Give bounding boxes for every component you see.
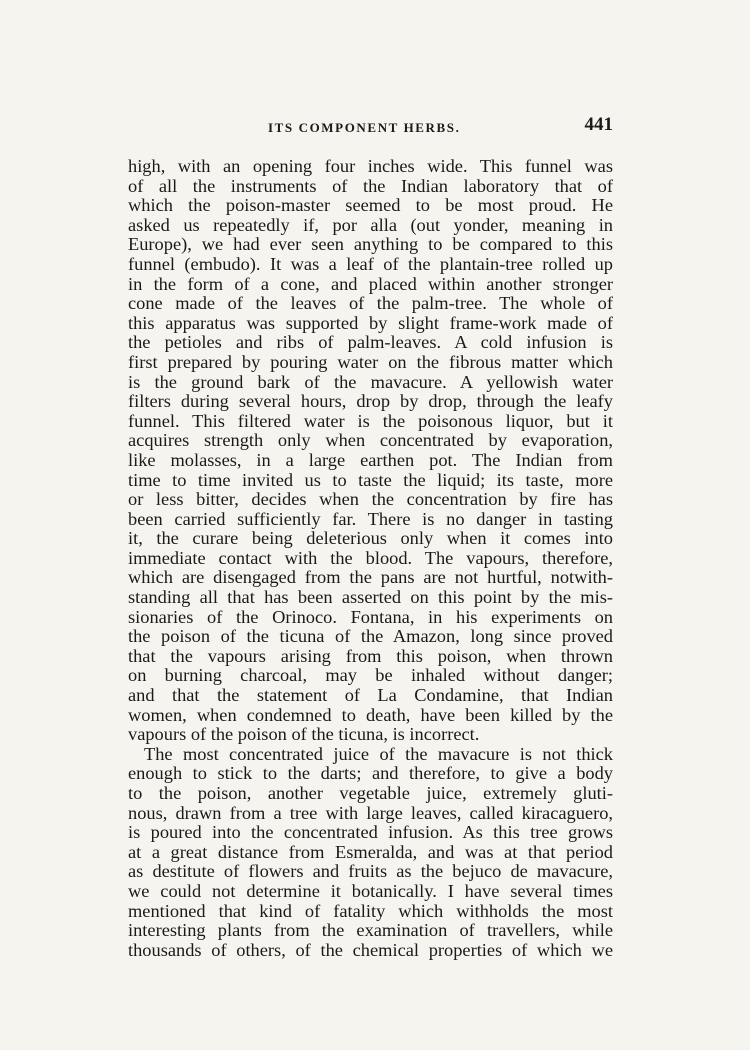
- text-line: thousands of others, of the chemical properties of which we: [128, 939, 613, 960]
- text-line: it, the curare being deleterious only when it comes into: [128, 528, 613, 549]
- text-line: to the poison, another vegetable juice, extremely gluti-: [128, 783, 613, 803]
- text-line: vapours of the poison of the ticuna, is incorrect.: [128, 724, 480, 745]
- text-line: high, with an opening four inches wide. This funnel was: [128, 156, 613, 176]
- text-line: interesting plants from the examination of travellers, while: [128, 920, 613, 941]
- text-line: the petioles and ribs of palm-leaves. A cold infusion is: [128, 332, 613, 353]
- text-line: Europe), we had ever seen anything to be compared to this: [128, 234, 613, 255]
- text-line: is poured into the concentrated infusion. As this tree grows: [128, 822, 613, 843]
- text-line: that the vapours arising from this poison, when thrown: [128, 645, 613, 666]
- text-line: in the form of a cone, and placed within another stronger: [128, 273, 613, 294]
- text-line: funnel (embudo). It was a leaf of the plantain-tree rolled up: [128, 253, 613, 274]
- text-line: we could not determine it botanically. I have several times: [128, 880, 613, 901]
- text-line: on burning charcoal, may be inhaled without danger;: [128, 665, 613, 686]
- text-line: and that the statement of La Condamine, that Indian: [128, 685, 613, 706]
- text-line: time to time invited us to taste the liquid; its taste, more: [128, 469, 613, 490]
- text-line: acquires strength only when concentrated by evaporation,: [128, 430, 613, 451]
- page-header: [128, 114, 613, 140]
- text-line: the poison of the ticuna of the Amazon, long since proved: [128, 626, 613, 647]
- text-line: nous, drawn from a tree with large leaves, called kiracaguero,: [128, 802, 613, 823]
- text-line: or less bitter, decides when the concentration by fire has: [128, 489, 613, 510]
- text-line: standing all that has been asserted on this point by the mis-: [128, 587, 613, 608]
- body-text: [128, 157, 613, 960]
- text-line: of all the instruments of the Indian laboratory that of: [128, 175, 613, 196]
- text-line: is the ground bark of the mavacure. A yellowish water: [128, 371, 613, 392]
- text-line: The most concentrated juice of the mavacure is not thick: [144, 743, 613, 764]
- text-line: women, when condemned to death, have been killed by the: [128, 704, 613, 725]
- running-head: ITS COMPONENT HERBS.: [268, 120, 461, 135]
- text-line: enough to stick to the darts; and therefore, to give a body: [128, 763, 613, 784]
- text-line: been carried sufficiently far. There is no danger in tasting: [128, 508, 613, 529]
- text-line: first prepared by pouring water on the fibrous matter which: [128, 351, 613, 372]
- text-line: sionaries of the Orinoco. Fontana, in his experiments on: [128, 606, 613, 627]
- text-line: at a great distance from Esmeralda, and was at that period: [128, 841, 613, 862]
- text-line: as destitute of flowers and fruits as the bejuco de mavacure,: [128, 861, 613, 882]
- text-line: like molasses, in a large earthen pot. The Indian from: [128, 449, 613, 470]
- text-line: this apparatus was supported by slight frame-work made of: [128, 312, 613, 333]
- text-line: asked us repeatedly if, por alla (out yonder, meaning in: [128, 214, 613, 235]
- text-line: which the poison-master seemed to be most proud. He: [128, 195, 613, 216]
- text-line: immediate contact with the blood. The vapours, therefore,: [128, 547, 613, 568]
- text-line: mentioned that kind of fatality which withholds the most: [128, 900, 613, 921]
- text-line: filters during several hours, drop by drop, through the leafy: [128, 391, 613, 412]
- page-number: 441: [584, 114, 613, 135]
- text-line: cone made of the leaves of the palm-tree. The whole of: [128, 293, 613, 314]
- text-line: funnel. This filtered water is the poisonous liquor, but it: [128, 410, 613, 431]
- text-line: which are disengaged from the pans are not hurtful, notwith-: [128, 567, 613, 588]
